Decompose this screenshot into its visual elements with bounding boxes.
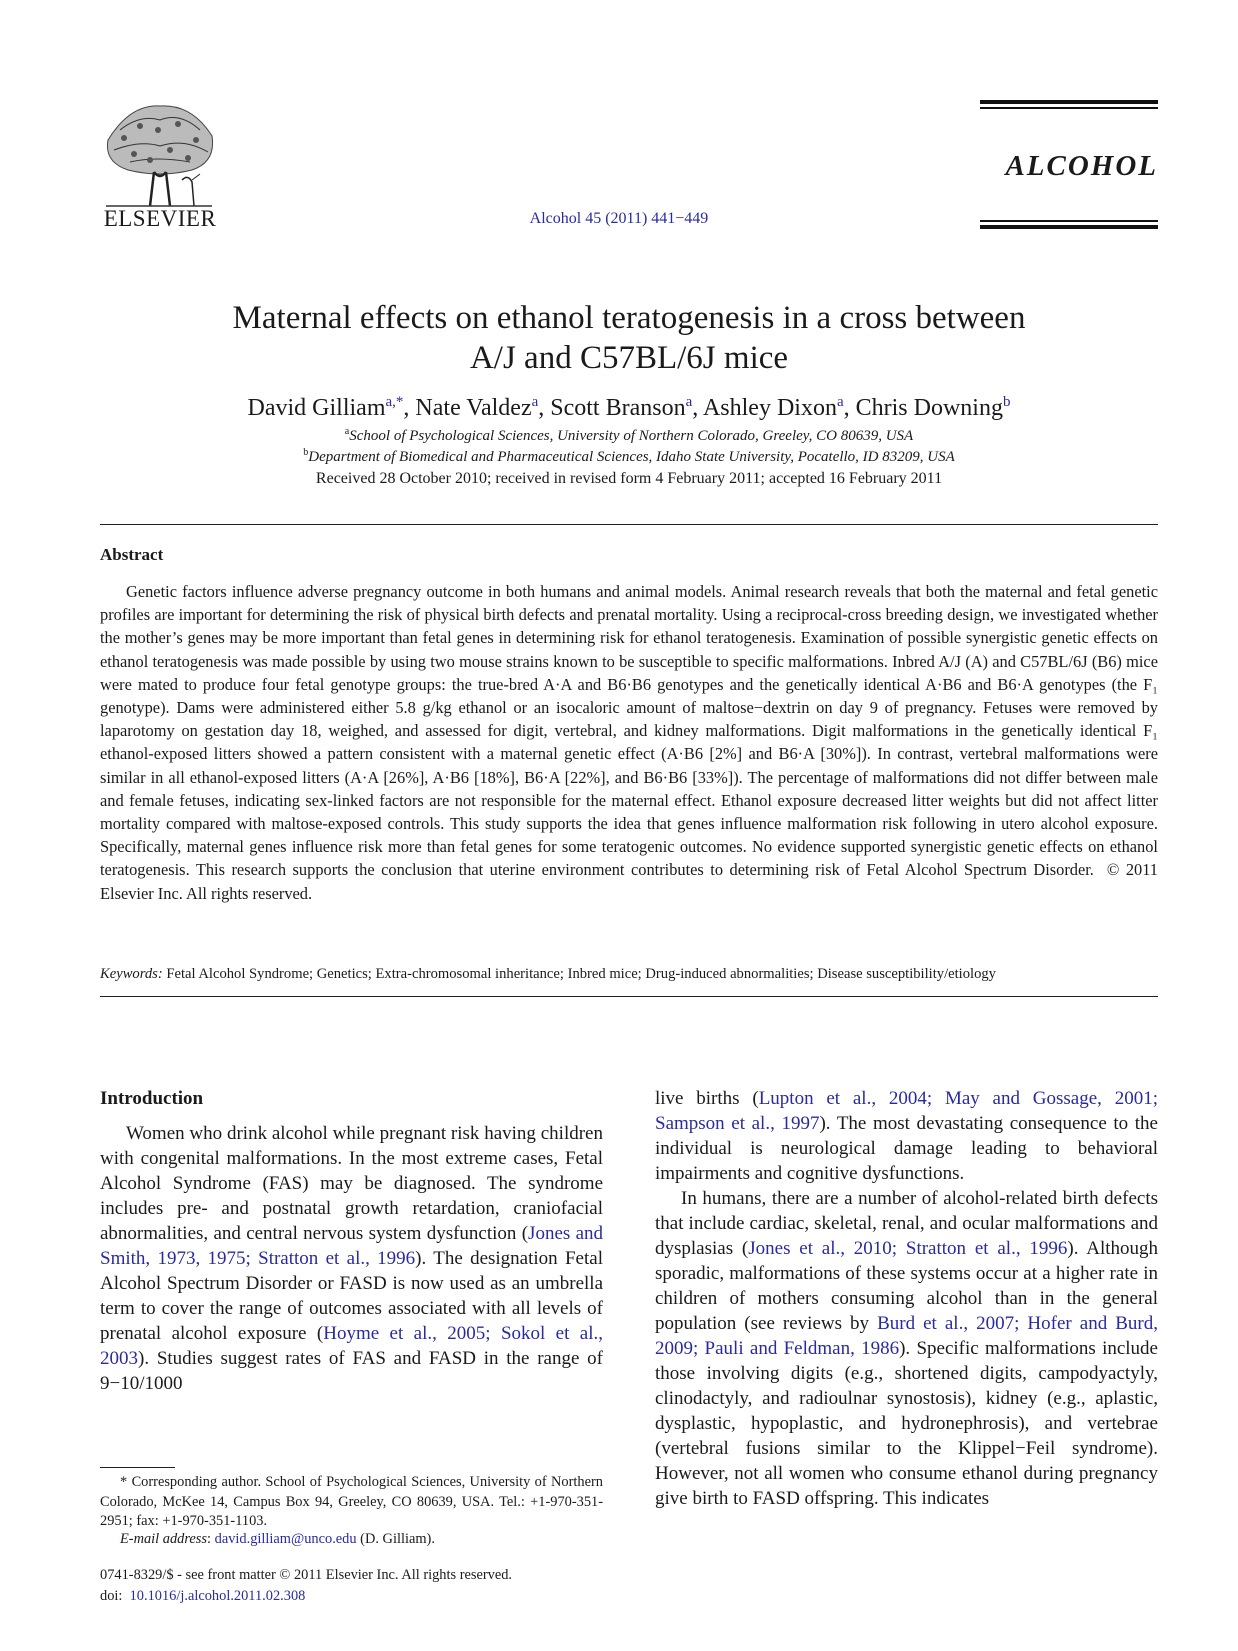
email-suffix: (D. Gilliam). bbox=[356, 1531, 435, 1547]
journal-reference-link[interactable]: Alcohol 45 (2011) 441−449 bbox=[529, 210, 709, 227]
body-paragraph bbox=[655, 1186, 1158, 1511]
author-affiliation-marker[interactable]: b bbox=[1002, 394, 1011, 410]
issn-line: 0741-8329/$ - see front matter © 2011 Elsevier Inc. All rights reserved. bbox=[100, 1567, 513, 1583]
journal-name: ALCOHOL bbox=[1005, 150, 1158, 182]
doi-link[interactable]: 10.1016/j.alcohol.2011.02.308 bbox=[129, 1588, 306, 1604]
body-text: live births ( bbox=[655, 1088, 759, 1109]
abstract-text: Genetic factors influence adverse pregnancy outcome in both humans and animal models. Animal research reveals that both the maternal and fetal genetic profiles are important for determining the risk of physical birth defects and prenatal mortality. Using a reciprocal-cross breeding design, we investigated whether the mother’s genes may be more important than fetal genes in determining risk for ethanol teratogenesis. Examination of possible synergistic genetic effects on ethanol teratogenesis was made possible by using two mouse strains known to be susceptible to specific malformations. Inbred A/J (A) and C57BL/6J (B6) mice were mated to produce four fetal genotype groups: the true-bred A·A and B6·B6 genotypes and the genetically identical A·B6 and B6·A genotypes (the F₁ genotype). Dams were administered either 5.8 g/kg ethanol or an isocaloric amount of maltose−dextrin on day 9 of pregnancy. Fetuses were removed by laparotomy on gestation day 18, weighed, and assessed for digit, vertebral, and kidney malformations. Digit malformations in the genetically identical F₁ ethanol-exposed litters showed a pattern consistent with a maternal genetic effect (A·B6 [2%] and B6·A [30%]). In contrast, vertebral malformations were similar in all ethanol-exposed litters (A·A [26%], A·B6 [18%], B6·A [22%], and B6·B6 [33%]). The percentage of malformations did not differ between male and female fetuses, indicating sex-linked factors are not responsible for the maternal effect. Ethanol exposure decreased litter weights but did not affect litter mortality compared with maltose-exposed controls. This study supports the idea that genes influence malformation risk following in utero alcohol exposure. Specifically, maternal genes influence risk more than fetal genes for some teratogenic outcomes. No evidence supported synergistic genetic effects on ethanol teratogenesis. This research supports the conclusion that uterine environment contributes to determining risk of Fetal Alcohol Spectrum Disorder. © 2011 Elsevier Inc. All rights reserved. bbox=[100, 582, 1158, 903]
abstract-heading: Abstract bbox=[100, 545, 164, 564]
email-footnote: E-mail address: david.gilliam@unco.edu (D. Gilliam). bbox=[120, 1531, 435, 1547]
article-title bbox=[100, 298, 1158, 378]
author-name: Ashley Dixon bbox=[702, 395, 837, 421]
affiliation-text: School of Psychological Sciences, University of Northern Colorado, Greeley, CO 80639, USA bbox=[349, 428, 914, 444]
email-link[interactable]: david.gilliam@unco.edu bbox=[214, 1531, 357, 1547]
title-line: Maternal effects on ethanol teratogenesis in a cross between bbox=[232, 300, 1026, 336]
affiliation-marker: a bbox=[344, 426, 350, 437]
author-name: Scott Branson bbox=[550, 395, 686, 421]
author-name: Chris Downing bbox=[855, 395, 1003, 421]
footnote-rule bbox=[100, 1467, 175, 1468]
citation-link[interactable]: Jones et al., 2010; Stratton et al., 1996 bbox=[748, 1238, 1068, 1259]
keywords bbox=[100, 966, 1180, 983]
doi-line bbox=[100, 1586, 512, 1607]
masthead-rule bbox=[980, 107, 1158, 109]
publisher-name: ELSEVIER bbox=[103, 206, 217, 231]
affiliation-marker: b bbox=[303, 447, 309, 458]
masthead-rule bbox=[980, 220, 1158, 222]
copyright-block bbox=[100, 1565, 512, 1607]
footnote-text: * Corresponding author. School of Psychological Sciences, University of Northern Colorado, McKee 14, Campus Box 94, Greeley, CO 80639, USA. Tel.: +1-970-351-2951; fax: +1-970-351-1103. bbox=[100, 1474, 603, 1529]
divider bbox=[100, 996, 1158, 997]
body-text: ). Specific malformations include those involving digits (e.g., shortened digits, campodyactyly, clinodactyly, and radioulnar synostosis), kidney (e.g., aplastic, dysplastic, hypoplastic, and hydronephrosis), and vertebrae (vertebral fusions similar to the Klippel−Feil syndrome). However, not all women who consume ethanol during pregnancy give birth to FASD offspring. This indicates bbox=[655, 1338, 1158, 1509]
body-text: ). Studies suggest rates of FAS and FASD in the range of 9−10/1000 bbox=[100, 1348, 603, 1394]
title-line: A/J and C57BL/6J mice bbox=[469, 340, 789, 376]
affiliation bbox=[100, 447, 1158, 466]
body-text: ). The most devastating consequence to the individual is neurological damage leading to behavioral impairments and cognitive dysfunctions. bbox=[655, 1113, 1158, 1184]
body-paragraph bbox=[100, 1121, 603, 1396]
email-label: E-mail address bbox=[120, 1531, 208, 1547]
body-text: ). Although sporadic, malformations of these systems occur at a higher rate in children of mothers consuming alcohol than in the general population (see reviews by bbox=[655, 1238, 1159, 1334]
author-affiliation-marker[interactable]: a bbox=[685, 394, 693, 410]
author-affiliation-marker[interactable]: a bbox=[531, 394, 539, 410]
affiliation bbox=[100, 426, 1158, 445]
citation-link[interactable]: Lupton et al., 2004; May and Gossage, 2001; Sampson et al., 1997 bbox=[655, 1088, 1158, 1134]
author-affiliation-marker[interactable]: a bbox=[836, 394, 844, 410]
citation-link[interactable]: Hoyme et al., 2005; Sokol et al., 2003 bbox=[100, 1323, 603, 1369]
body-paragraph bbox=[655, 1086, 1158, 1186]
author-name: David Gilliam bbox=[247, 395, 386, 421]
body-text: ). The designation Fetal Alcohol Spectrum Disorder or FASD is now used as an umbrella term to cover the range of outcomes associated with all levels of prenatal alcohol exposure ( bbox=[100, 1248, 603, 1344]
body-column-left bbox=[100, 1086, 603, 1396]
journal-masthead bbox=[980, 100, 1158, 230]
divider bbox=[100, 524, 1158, 525]
author-affiliation-marker[interactable]: a,* bbox=[385, 394, 404, 410]
elsevier-tree-icon bbox=[100, 100, 218, 210]
author-list: David Gilliam$^{a,*}$, Nate Valdez$^a$, Scott Branson$^a$, Ashley Dixon$^a$, Chris Downing$^b$ bbox=[247, 394, 1011, 421]
affiliation-text: Department of Biomedical and Pharmaceutical Sciences, Idaho State University, Pocatello, ID 83209, USA bbox=[308, 449, 955, 465]
citation-link[interactable]: Burd et al., 2007; Hofer and Burd, 2009; Pauli and Feldman, 1986 bbox=[655, 1313, 1158, 1359]
masthead-rule bbox=[980, 100, 1158, 104]
section-heading: Introduction bbox=[100, 1088, 204, 1109]
doi-label: doi: bbox=[100, 1588, 123, 1604]
body-text: Women who drink alcohol while pregnant risk having children with congenital malformations. In the most extreme cases, Fetal Alcohol Syndrome (FAS) may be diagnosed. The syndrome includes pre- and postnatal growth retardation, craniofacial abnormalities, and central nervous system dysfunction ( bbox=[100, 1123, 603, 1244]
body-text: In humans, there are a number of alcohol-related birth defects that include cardiac, skeletal, renal, and ocular malformations and dysplasias ( bbox=[655, 1188, 1158, 1259]
corresponding-author-footnote bbox=[100, 1473, 603, 1532]
citation-link[interactable]: Jones and Smith, 1973, 1975; Stratton et al., 1996 bbox=[100, 1223, 603, 1269]
body-column-right bbox=[655, 1086, 1158, 1511]
keywords-list: Fetal Alcohol Syndrome; Genetics; Extra-chromosomal inheritance; Inbred mice; Drug-induced abnormalities; Disease susceptibility/etiology bbox=[166, 966, 996, 982]
masthead-rule bbox=[980, 225, 1158, 229]
keywords-label: Keywords: bbox=[100, 966, 163, 982]
author-name: Nate Valdez bbox=[415, 395, 532, 421]
article-history: Received 28 October 2010; received in revised form 4 February 2011; accepted 16 February 2011 bbox=[315, 470, 943, 487]
